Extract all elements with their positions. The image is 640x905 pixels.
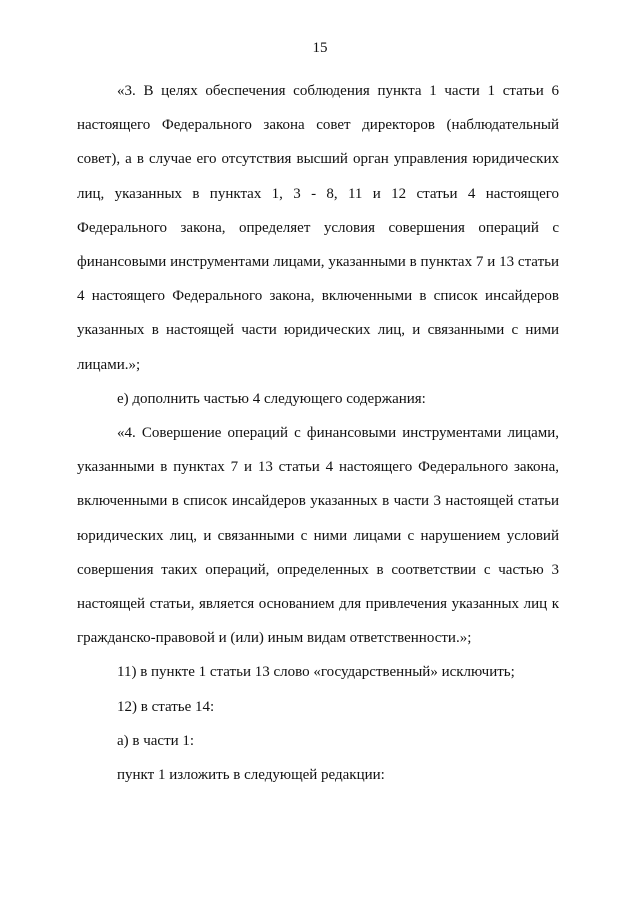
paragraph-subitem-a: а) в части 1: xyxy=(117,732,195,749)
paragraph-item-12: 12) в статье 14: xyxy=(117,698,215,715)
paragraph-amendment-e: е) дополнить частью 4 следующего содержания: xyxy=(117,390,426,407)
paragraph-part-4: «4. Совершение операций с финансовыми инструментами лицами, указанными в пунктах 7 и 13 статьи 4 настоящего Федерального закона, включенными в список инсайдеров указанных в части 3 настоящей статьи юридических лиц, и связанными с ними лицами с нарушением условий совершения таких операций, определенных в соответствии с частью 3 настоящей статьи, является основанием для привлечения указанных лиц к гражданско-правовой и (или) иным видам ответственности.»; xyxy=(77,425,559,647)
paragraph-insider-conditions: «3. В целях обеспечения соблюдения пункта 1 части 1 статьи 6 настоящего Федерального закона совет директоров (наблюдательный совет), а в случае его отсутствия высший орган управления юридических лиц, указанных в пунктах 1, 3 - 8, 11 и 12 статьи 4 настоящего Федерального закона, определяет условия совершения операций с финансовыми инструментами лицами, указанными в пунктах 7 и 13 статьи 4 настоящего Федерального закона, включенными в список инсайдеров указанных в настоящей части юридических лиц, и связанными с ними лицами.»; xyxy=(77,83,559,373)
page-number: 15 xyxy=(312,40,328,56)
document-body xyxy=(77,74,559,792)
paragraph-item-11: 11) в пункте 1 статьи 13 слово «государственный» исключить; xyxy=(117,664,515,681)
paragraph-point-1: пункт 1 изложить в следующей редакции: xyxy=(117,767,385,784)
